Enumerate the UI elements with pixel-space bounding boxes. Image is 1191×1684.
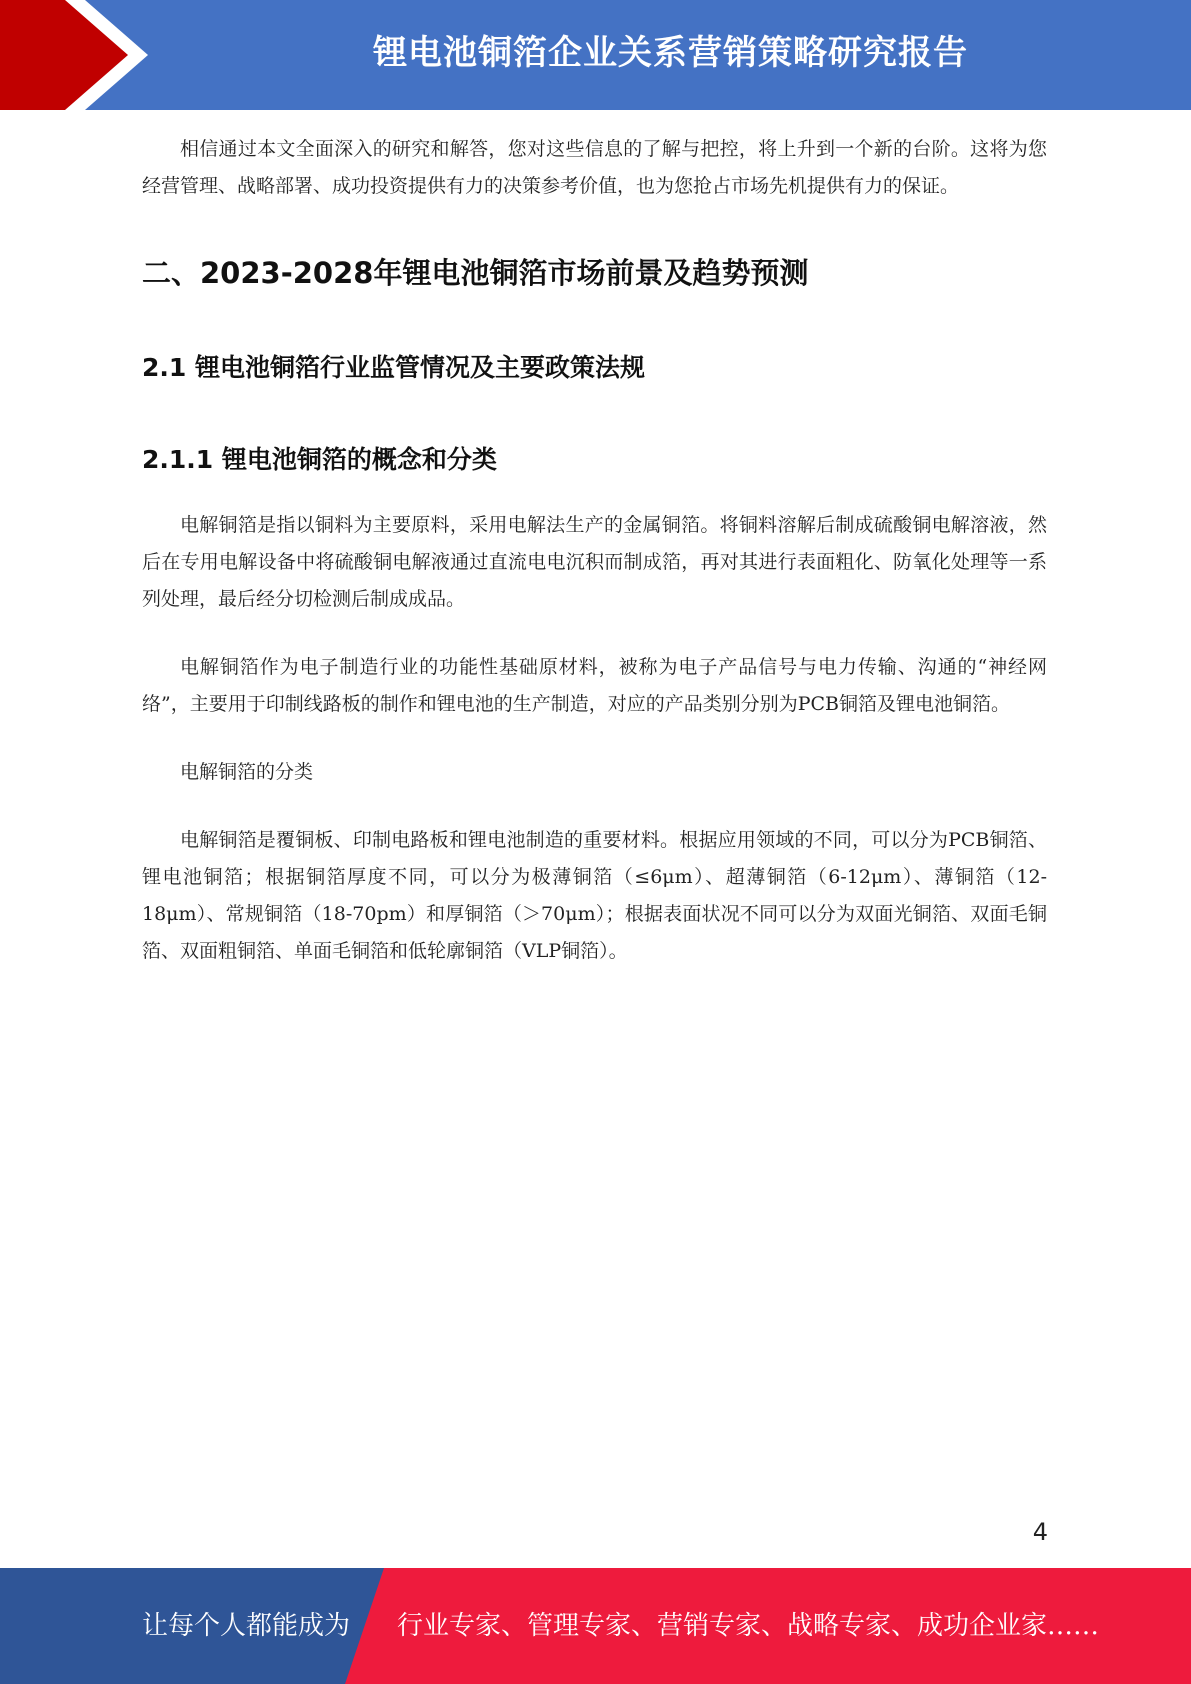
intro-paragraph: 相信通过本文全面深入的研究和解答，您对这些信息的了解与把控，将上升到一个新的台阶。这将为您经营管理、战略部署、成功投资提供有力的决策参考价值，也为您抢占市场先机提供有力的保证。 <box>142 138 1047 197</box>
subsection-heading: 2.1 锂电池铜箔行业监管情况及主要政策法规 <box>142 353 645 382</box>
footer-slogan-right: 行业专家、管理专家、营销专家、战略专家、成功企业家…… <box>397 1611 1100 1641</box>
header-chevron-decoration <box>0 0 160 110</box>
section-heading: 二、2023-2028年锂电池铜箔市场前景及趋势预测 <box>142 256 809 290</box>
footer-banner <box>0 1568 1191 1684</box>
classification-label: 电解铜箔的分类 <box>180 761 314 783</box>
report-title: 锂电池铜箔企业关系营销策略研究报告 <box>373 33 968 73</box>
page-number: 4 <box>1032 1518 1048 1546</box>
header-bar <box>0 0 1191 110</box>
footer-slogan-left: 让每个人都能成为 <box>142 1611 351 1641</box>
body-paragraph: 电解铜箔是指以铜料为主要原料，采用电解法生产的金属铜箔。将铜料溶解后制成硫酸铜电解溶液，然后在专用电解设备中将硫酸铜电解液通过直流电电沉积而制成箔，再对其进行表面粗化、防氧化处理等一系列处理，最后经分切检测后制成成品。 <box>142 514 1047 610</box>
document-body <box>142 131 1047 970</box>
body-paragraph: 电解铜箔作为电子制造行业的功能性基础原材料，被称为电子产品信号与电力传输、沟通的“神经网络”，主要用于印制线路板的制作和锂电池的生产制造，对应的产品类别分别为PCB铜箔及锂电池铜箔。 <box>142 656 1047 715</box>
subsubsection-heading: 2.1.1 锂电池铜箔的概念和分类 <box>142 445 497 474</box>
body-paragraph: 电解铜箔是覆铜板、印制电路板和锂电池制造的重要材料。根据应用领域的不同，可以分为PCB铜箔、锂电池铜箔；根据铜箔厚度不同，可以分为极薄铜箔（≤6μm）、超薄铜箔（6-12μm）、薄铜箔（12-18μm）、常规铜箔（18-70pm）和厚铜箔（＞70μm）；根据表面状况不同可以分为双面光铜箔、双面毛铜箔、双面粗铜箔、单面毛铜箔和低轮廓铜箔（VLP铜箔）。 <box>142 829 1047 962</box>
